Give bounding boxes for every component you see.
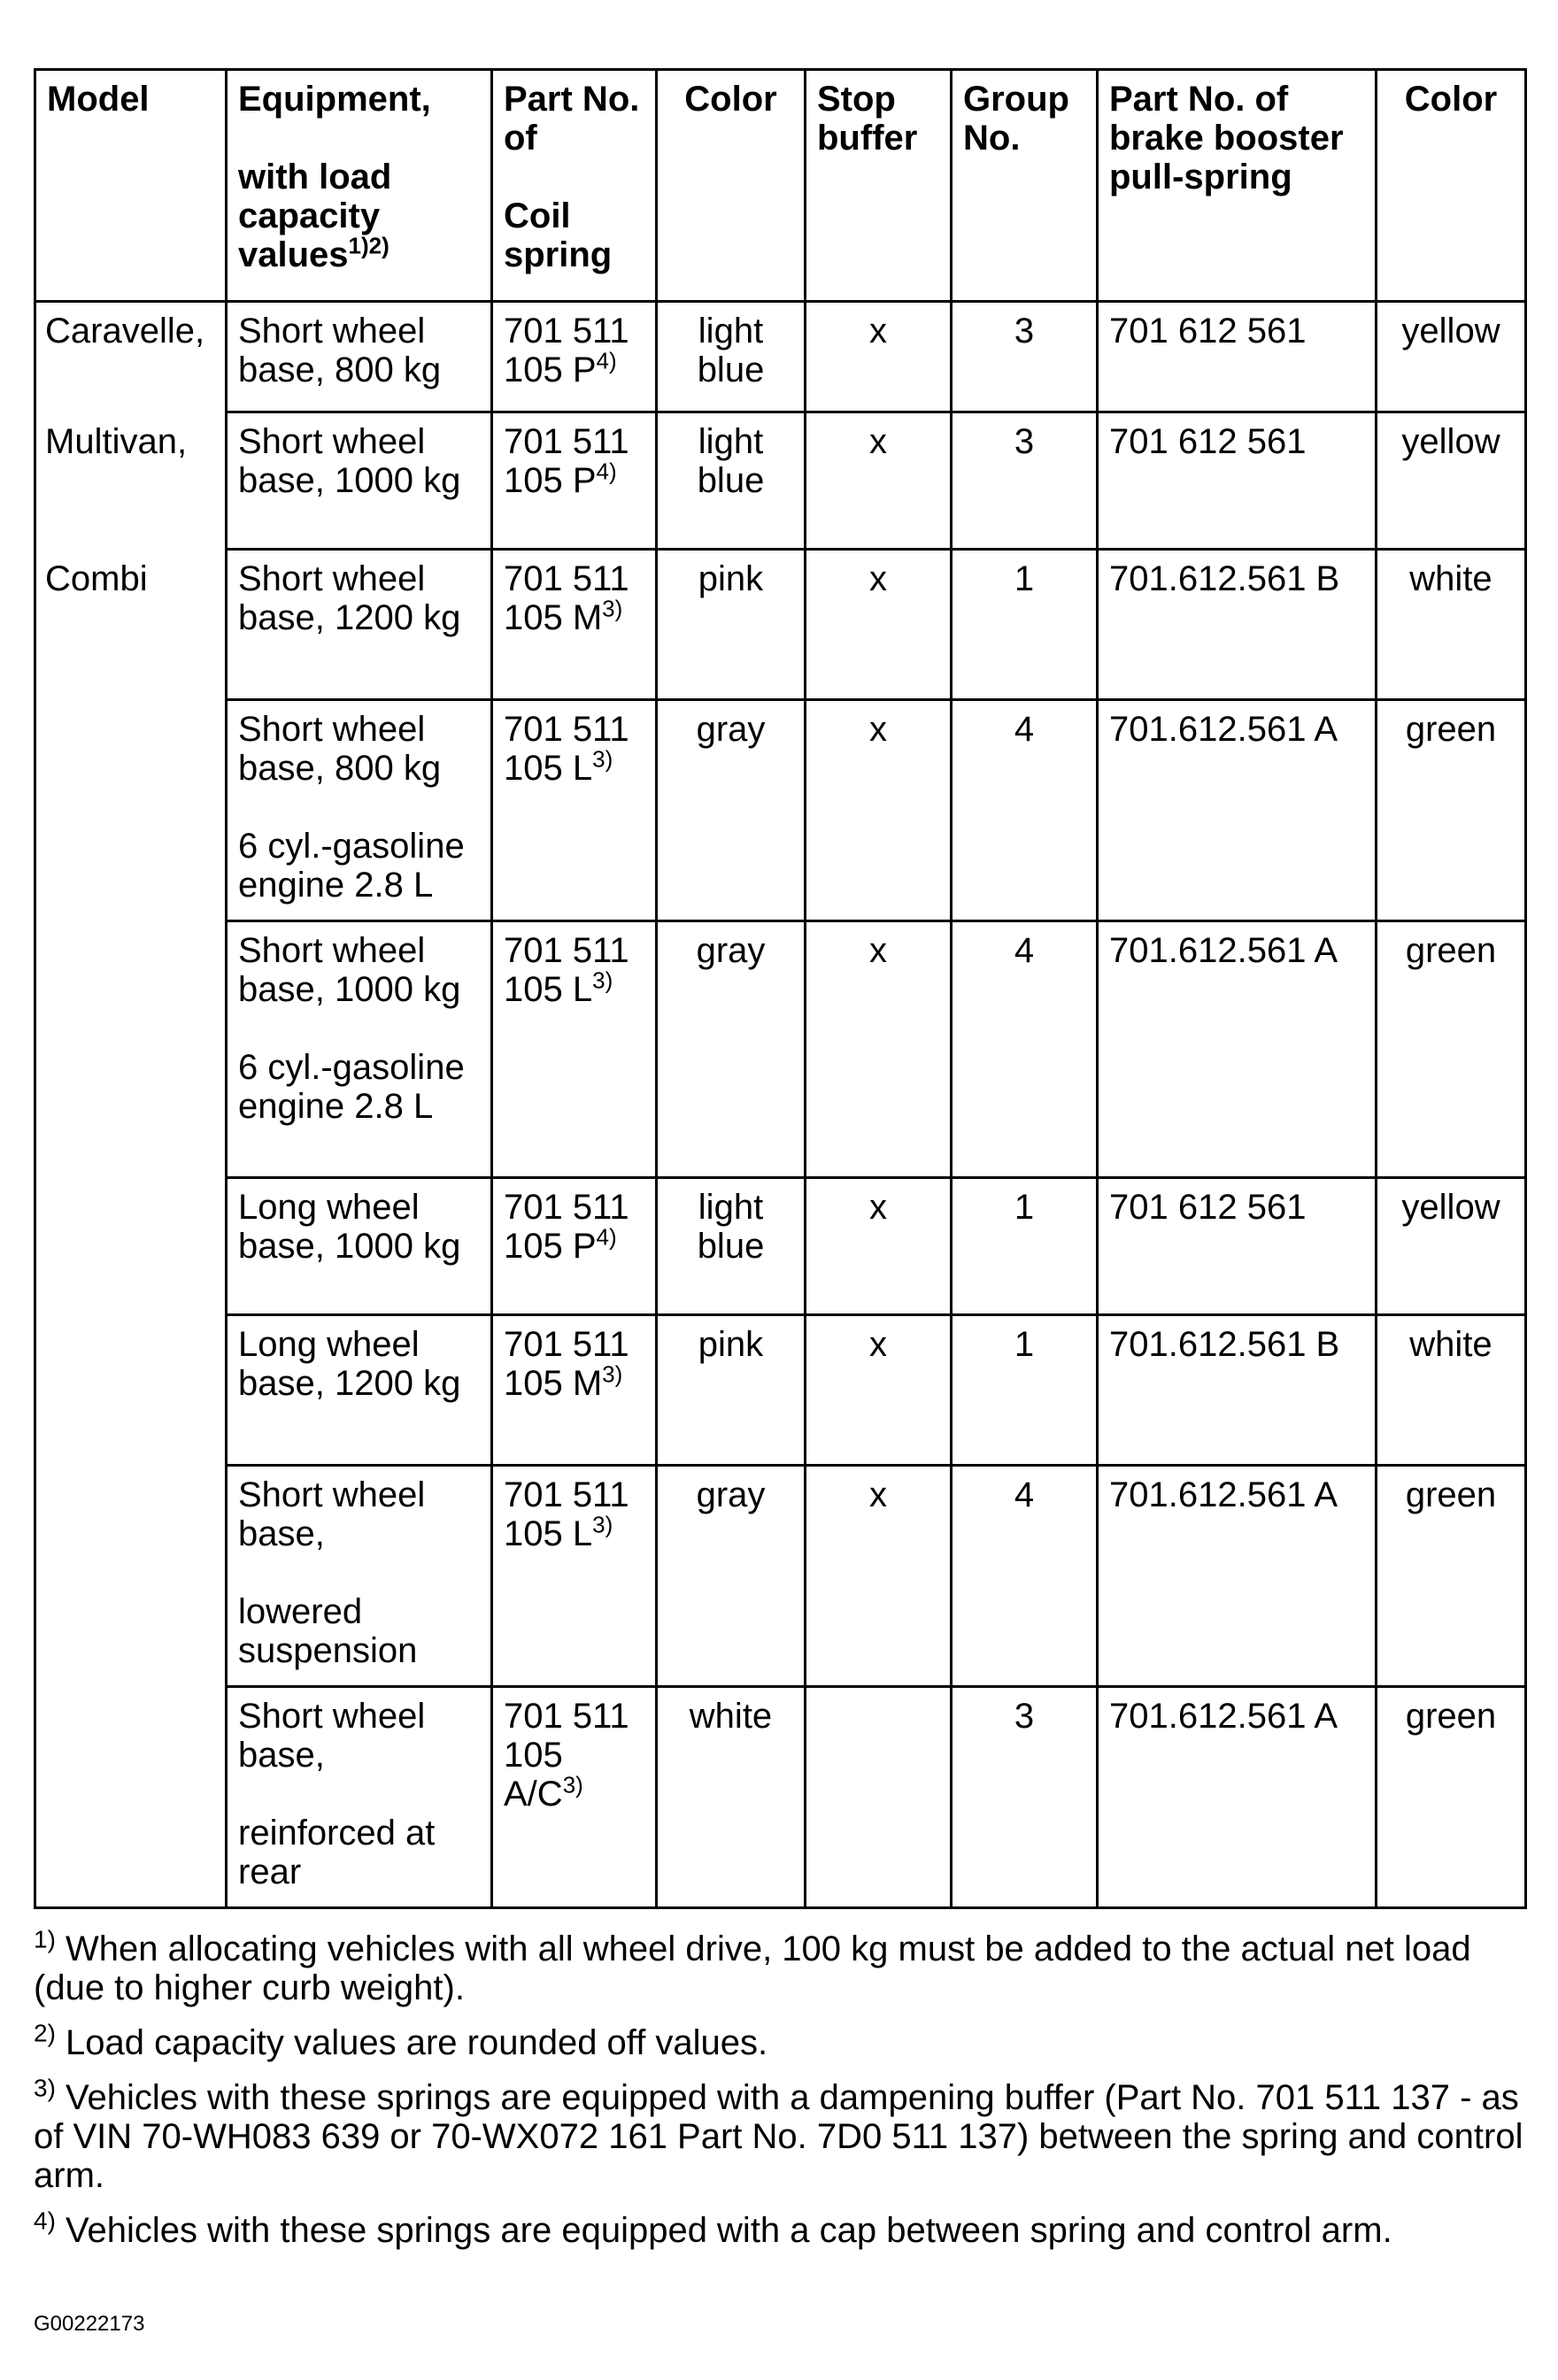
- group-no-cell: 4: [952, 921, 1098, 1178]
- booster-color-cell: green: [1377, 1687, 1526, 1908]
- part-no-cell: [492, 1687, 657, 1908]
- group-no-cell: 3: [952, 1687, 1098, 1908]
- booster-part-cell: 701.612.561 A: [1098, 921, 1377, 1178]
- equipment-cell: [227, 412, 492, 550]
- equipment-cell: [227, 1687, 492, 1908]
- part-no-text: 701 511 105 P: [504, 1188, 629, 1266]
- part-no-cell: [492, 1178, 657, 1315]
- part-no-text: 701 511 105 M: [504, 559, 629, 637]
- equipment-text: Long wheel base, 1000 kg: [238, 1188, 461, 1266]
- group-no-cell: 1: [952, 1178, 1098, 1315]
- stop-buffer-cell: x: [806, 1178, 952, 1315]
- footnote-ref: 3): [602, 1360, 623, 1388]
- model-cell: [35, 302, 227, 1908]
- header-stop-buffer: Stop buffer: [806, 70, 952, 302]
- equipment-text: Short wheel base,: [238, 1475, 426, 1553]
- table-row: [35, 921, 1526, 1178]
- equipment-text: Long wheel base, 1200 kg: [238, 1325, 461, 1403]
- part-no-text: 701 511 105 A/C: [504, 1697, 629, 1814]
- part-no-cell: [492, 1315, 657, 1466]
- table-row: [35, 1466, 1526, 1687]
- part-no-cell: [492, 1466, 657, 1687]
- figure-id: G00222173: [34, 2312, 145, 2336]
- footnote-text: Vehicles with these springs are equipped with a cap between spring and control arm.: [66, 2211, 1392, 2250]
- booster-color-cell: white: [1377, 550, 1526, 700]
- header-booster-color: Color: [1377, 70, 1526, 302]
- header-row: [35, 70, 1526, 302]
- stop-buffer-cell: x: [806, 1315, 952, 1466]
- equipment-cell: [227, 1178, 492, 1315]
- booster-color-cell: green: [1377, 1466, 1526, 1687]
- footnote-text: Vehicles with these springs are equipped with a dampening buffer (Part No. 701 511 137 - as of VIN 70-WH083 639 or 70-WX072 161 Part No. 7D0 511 137) between the spring and control arm.: [34, 2078, 1523, 2195]
- stop-buffer-cell: x: [806, 550, 952, 700]
- footnote-mark: 4): [34, 2207, 56, 2235]
- booster-color-cell: green: [1377, 921, 1526, 1178]
- model-name: Combi: [45, 559, 148, 598]
- footnote-mark: 3): [34, 2074, 56, 2102]
- footnote-ref: 3): [562, 1771, 583, 1798]
- spring-color-cell: light blue: [657, 302, 806, 412]
- group-no-cell: 3: [952, 412, 1098, 550]
- equipment-extra-text: 6 cyl.-gasoline engine 2.8 L: [238, 827, 465, 905]
- header-group-no: Group No.: [952, 70, 1098, 302]
- part-no-text: 701 511 105 L: [504, 931, 629, 1009]
- equipment-cell: [227, 1315, 492, 1466]
- footnotes: [34, 1925, 1524, 2266]
- booster-part-cell: 701.612.561 A: [1098, 1687, 1377, 1908]
- equipment-extra-text: 6 cyl.-gasoline engine 2.8 L: [238, 1048, 465, 1126]
- spring-color-cell: pink: [657, 1315, 806, 1466]
- spring-color-cell: pink: [657, 550, 806, 700]
- equipment-extra-text: reinforced at rear: [238, 1814, 436, 1891]
- stop-buffer-cell: x: [806, 412, 952, 550]
- header-color: Color: [657, 70, 806, 302]
- model-name: Multivan,: [45, 422, 188, 461]
- booster-part-cell: 701.612.561 B: [1098, 1315, 1377, 1466]
- spring-color-cell: light blue: [657, 412, 806, 550]
- booster-part-cell: 701 612 561: [1098, 302, 1377, 412]
- equipment-cell: [227, 921, 492, 1178]
- equipment-text: Short wheel base, 800 kg: [238, 710, 442, 788]
- footnote-ref: 3): [602, 595, 623, 622]
- header-part-no: Part No. of Coil spring: [492, 70, 657, 302]
- model-name: Caravelle,: [45, 312, 205, 350]
- footnote-ref: 4): [596, 347, 617, 374]
- equipment-cell: [227, 1466, 492, 1687]
- equipment-extra-text: lowered suspension: [238, 1592, 418, 1670]
- equipment-cell: [227, 302, 492, 412]
- footnote-ref: 3): [592, 967, 613, 994]
- footnote: [34, 1925, 1524, 2007]
- booster-color-cell: green: [1377, 700, 1526, 921]
- equipment-text: Short wheel base, 1200 kg: [238, 559, 461, 637]
- part-no-cell: [492, 302, 657, 412]
- booster-part-cell: 701 612 561: [1098, 412, 1377, 550]
- booster-part-cell: 701.612.561 B: [1098, 550, 1377, 700]
- group-no-cell: 3: [952, 302, 1098, 412]
- footnote-text: When allocating vehicles with all wheel drive, 100 kg must be added to the actual net load (due to higher curb weight).: [34, 1929, 1471, 2007]
- footnote-ref: 3): [592, 745, 613, 773]
- part-no-text: 701 511 105 L: [504, 1475, 629, 1553]
- equipment-cell: [227, 550, 492, 700]
- footnote-ref: 4): [596, 458, 617, 485]
- booster-part-cell: 701 612 561: [1098, 1178, 1377, 1315]
- booster-part-cell: 701.612.561 A: [1098, 1466, 1377, 1687]
- table-row: [35, 1687, 1526, 1908]
- booster-color-cell: yellow: [1377, 412, 1526, 550]
- spring-color-cell: light blue: [657, 1178, 806, 1315]
- group-no-cell: 4: [952, 700, 1098, 921]
- equipment-text: Short wheel base,: [238, 1697, 426, 1775]
- part-no-text: 701 511 105 P: [504, 422, 629, 500]
- footnote: [34, 2074, 1524, 2195]
- table-row: [35, 412, 1526, 550]
- part-no-cell: [492, 921, 657, 1178]
- footnote-text: Load capacity values are rounded off values.: [66, 2023, 768, 2062]
- group-no-cell: 4: [952, 1466, 1098, 1687]
- spring-color-cell: gray: [657, 1466, 806, 1687]
- part-no-cell: [492, 412, 657, 550]
- spring-color-cell: gray: [657, 921, 806, 1178]
- stop-buffer-cell: x: [806, 302, 952, 412]
- header-equipment: Equipment, with load capacity values$^{1)2)}$: [227, 70, 492, 302]
- footnote-ref: 3): [592, 1511, 613, 1538]
- coil-spring-table: [34, 68, 1527, 1909]
- spring-color-cell: gray: [657, 700, 806, 921]
- part-no-text: 701 511 105 L: [504, 710, 629, 788]
- footnote: [34, 2019, 1524, 2062]
- part-no-text: 701 511 105 M: [504, 1325, 629, 1403]
- stop-buffer-cell: [806, 1687, 952, 1908]
- header-model: Model: [35, 70, 227, 302]
- group-no-cell: 1: [952, 1315, 1098, 1466]
- table-row: [35, 302, 1526, 412]
- footnote-mark: 2): [34, 2019, 56, 2047]
- equipment-cell: [227, 700, 492, 921]
- footnote-ref: 4): [596, 1223, 617, 1251]
- part-no-cell: [492, 550, 657, 700]
- booster-color-cell: yellow: [1377, 1178, 1526, 1315]
- stop-buffer-cell: x: [806, 700, 952, 921]
- table-row: [35, 1178, 1526, 1315]
- footnote-mark: 1): [34, 1925, 56, 1953]
- booster-color-cell: yellow: [1377, 302, 1526, 412]
- table-row: [35, 700, 1526, 921]
- footnote: [34, 2207, 1524, 2250]
- header-booster-part-no: Part No. of brake booster pull-spring: [1098, 70, 1377, 302]
- stop-buffer-cell: x: [806, 1466, 952, 1687]
- booster-part-cell: 701.612.561 A: [1098, 700, 1377, 921]
- part-no-text: 701 511 105 P: [504, 312, 629, 389]
- equipment-text: Short wheel base, 1000 kg: [238, 931, 461, 1009]
- equipment-text: Short wheel base, 1000 kg: [238, 422, 461, 500]
- spring-color-cell: white: [657, 1687, 806, 1908]
- table-row: [35, 1315, 1526, 1466]
- equipment-text: Short wheel base, 800 kg: [238, 312, 442, 389]
- part-no-cell: [492, 700, 657, 921]
- booster-color-cell: white: [1377, 1315, 1526, 1466]
- stop-buffer-cell: x: [806, 921, 952, 1178]
- table-row: [35, 550, 1526, 700]
- group-no-cell: 1: [952, 550, 1098, 700]
